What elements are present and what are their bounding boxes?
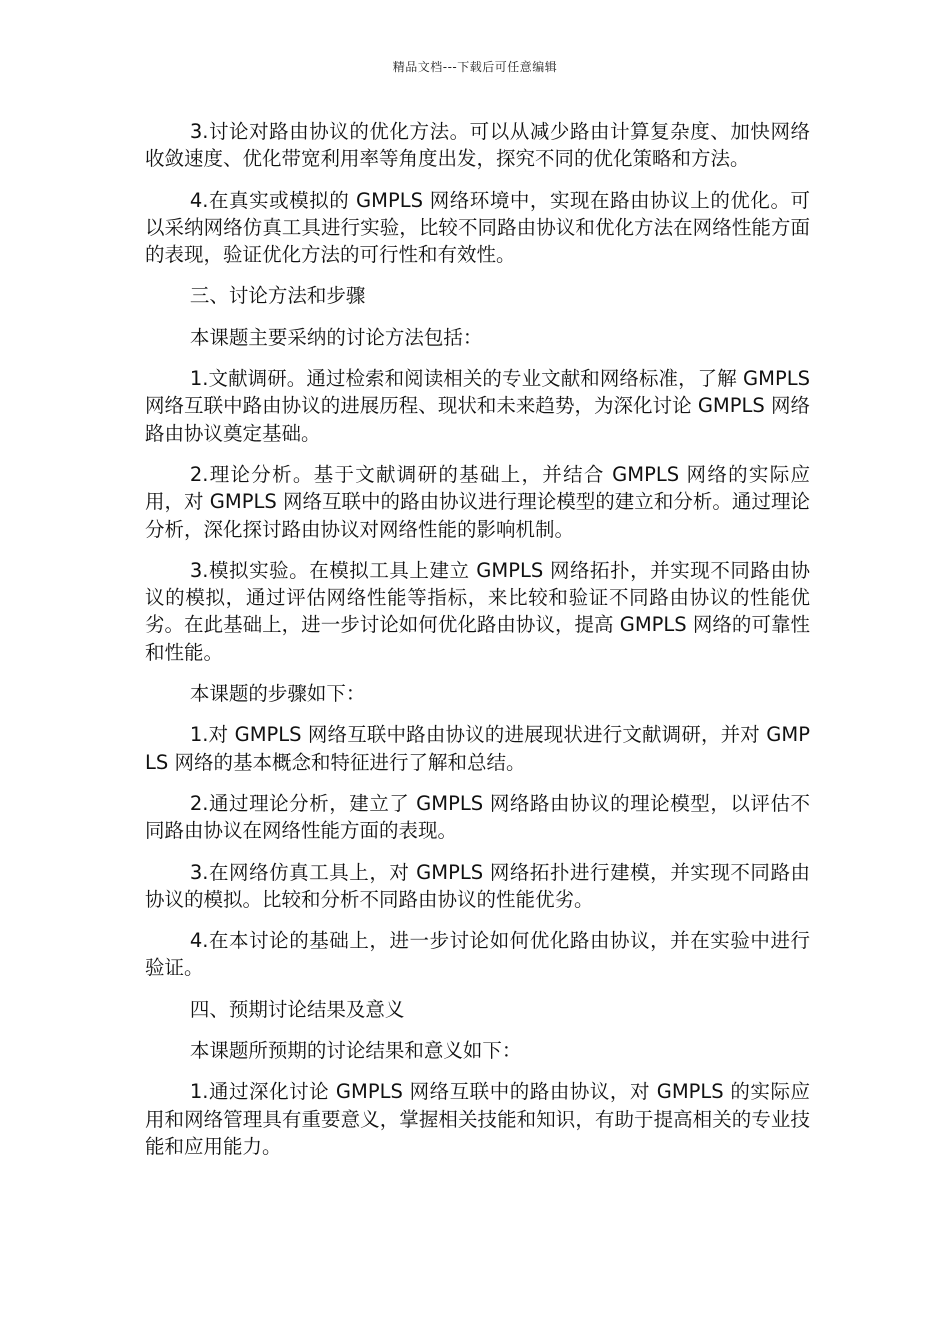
paragraph-step-4: 4.在本讨论的基础上，进一步讨论如何优化路由协议，并在实验中进行验证。 — [145, 929, 810, 980]
paragraph-item-4: 4.在真实或模拟的 GMPLS 网络环境中，实现在路由协议上的优化。可以采纳网络仿真工具进行实验，比较不同路由协议和优化方法在网络性能方面的表现，验证优化方法的可行性和有效性。 — [145, 188, 810, 267]
paragraph-methods-intro: 本课题主要采纳的讨论方法包括： — [189, 325, 483, 349]
document-body — [145, 118, 810, 1174]
paragraph-step-2: 2.通过理论分析，建立了 GMPLS 网络路由协议的理论模型，以评估不同路由协议在网络性能方面的表现。 — [145, 791, 810, 843]
paragraph-item-3: 3.讨论对路由协议的优化方法。可以从减少路由计算复杂度、加快网络收敛速度、优化带宽利用率等角度出发，探究不同的优化策略和方法。 — [145, 120, 810, 171]
paragraph-step-1: 1.对 GMPLS 网络互联中路由协议的进展现状进行文献调研，并对 GMPLS 网络的基本概念和特征进行了解和总结。 — [145, 723, 810, 774]
paragraph-method-1: 1.文献调研。通过检索和阅读相关的专业文献和网络标准，了解 GMPLS 网络互联中路由协议的进展历程、现状和未来趋势，为深化讨论 GMPLS 网络路由协议奠定基础。 — [145, 367, 810, 445]
paragraph-steps-intro: 本课题的步骤如下： — [189, 682, 366, 706]
page-header: 精品文档---下载后可任意编辑 — [392, 60, 558, 74]
section-heading-methods: 三、讨论方法和步骤 — [189, 284, 366, 308]
paragraph-results-intro: 本课题所预期的讨论结果和意义如下： — [189, 1039, 522, 1063]
paragraph-method-3: 3.模拟实验。在模拟工具上建立 GMPLS 网络拓扑，并实现不同路由协议的模拟，通过评估网络性能等指标，来比较和验证不同路由协议的性能优劣。在此基础上，进一步讨论如何优化路由协议，提高 GMPLS 网络的可靠性和性能。 — [145, 558, 810, 664]
section-heading-expected-results: 四、预期讨论结果及意义 — [189, 997, 405, 1021]
paragraph-result-1: 1.通过深化讨论 GMPLS 网络互联中的路由协议，对 GMPLS 的实际应用和网络管理具有重要意义，掌握相关技能和知识，有助于提高相关的专业技能和应用能力。 — [145, 1080, 810, 1158]
paragraph-step-3: 3.在网络仿真工具上，对 GMPLS 网络拓扑进行建模，并实现不同路由协议的模拟。比较和分析不同路由协议的性能优劣。 — [145, 860, 810, 911]
paragraph-method-2: 2.理论分析。基于文献调研的基础上，并结合 GMPLS 网络的实际应用，对 GMPLS 网络互联中的路由协议进行理论模型的建立和分析。通过理论分析，深化探讨路由协议对网络性能的影响机制。 — [145, 462, 810, 541]
